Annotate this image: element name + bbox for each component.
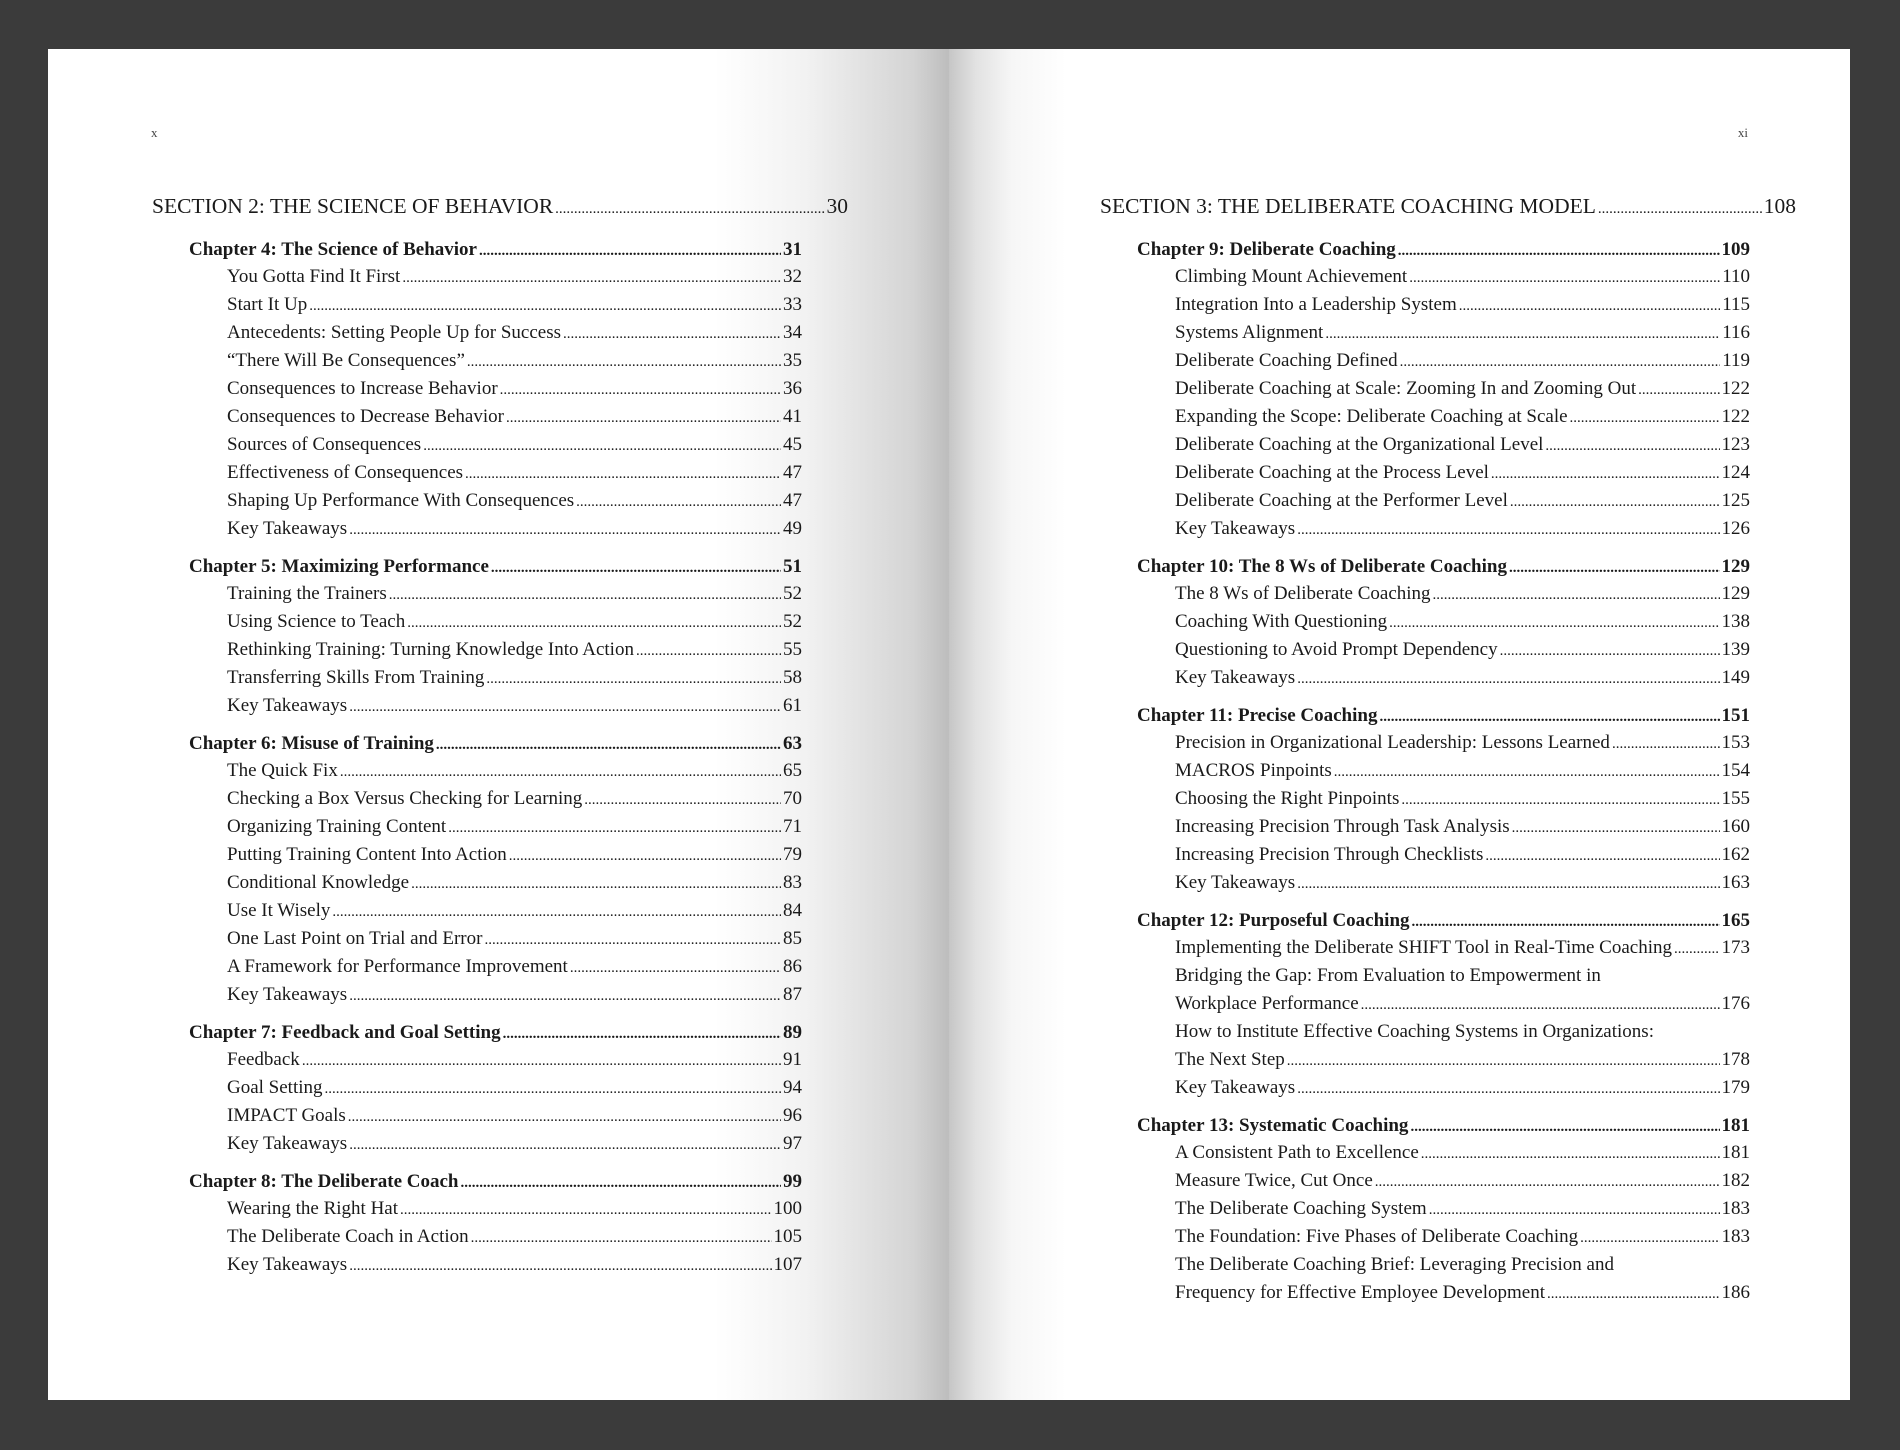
- dot-leader: [1612, 730, 1720, 758]
- subsection-entry: [227, 1223, 802, 1251]
- subsection-entry-page-number: 107: [773, 1254, 802, 1275]
- dot-leader: [467, 348, 781, 376]
- dot-leader: [471, 1224, 772, 1252]
- dot-leader: [1297, 1075, 1719, 1103]
- subsection-entry: [227, 403, 802, 431]
- subsection-entry-page-number: 129: [1721, 583, 1750, 604]
- section-heading-title: SECTION 2: THE SCIENCE OF BEHAVIOR: [152, 194, 554, 218]
- subsection-entry: [227, 813, 802, 841]
- subsection-entry: [227, 263, 802, 291]
- subsection-entry: [1175, 1195, 1750, 1223]
- subsection-entry-page-number: 86: [783, 956, 802, 977]
- dot-leader: [461, 1170, 782, 1197]
- subsection-entry-page-number: 163: [1721, 872, 1750, 893]
- subsection-entry-continuation-page-number: 178: [1721, 1049, 1750, 1070]
- dot-leader: [411, 870, 781, 898]
- chapter-entry-title: Chapter 12: Purposeful Coaching: [1137, 910, 1410, 931]
- dot-leader: [1638, 376, 1719, 404]
- subsection-entry-title: Key Takeaways: [227, 695, 348, 716]
- subsection-entry: [227, 692, 802, 720]
- subsection-entry: [1175, 934, 1750, 962]
- subsection-entry-title: The Deliberate Coach in Action: [227, 1226, 469, 1247]
- subsection-entry-page-number: 97: [783, 1133, 802, 1154]
- subsection-entry-page-number: 138: [1721, 611, 1750, 632]
- subsection-entry: [1175, 319, 1750, 347]
- subsection-entry: [227, 1074, 802, 1102]
- chapter-entry-page-number: 99: [783, 1171, 802, 1192]
- dot-leader: [1545, 432, 1719, 460]
- subsection-entry: [227, 981, 802, 1009]
- subsection-entry: [227, 869, 802, 897]
- subsection-entry-title: Measure Twice, Cut Once: [1175, 1170, 1373, 1191]
- subsection-entry: [1175, 664, 1750, 692]
- subsection-entry-page-number: 160: [1721, 816, 1750, 837]
- dot-leader: [349, 982, 781, 1010]
- subsection-entry: [1175, 515, 1750, 543]
- subsection-entry-page-number: 139: [1721, 639, 1750, 660]
- dot-leader: [402, 264, 781, 292]
- dot-leader: [448, 814, 781, 842]
- dot-leader: [349, 693, 781, 721]
- dot-leader: [1400, 348, 1721, 376]
- dot-leader: [1598, 195, 1762, 223]
- chapter-entry-page-number: 89: [783, 1022, 802, 1043]
- subsection-entry-continuation: [1175, 990, 1750, 1018]
- subsection-entry-title: A Consistent Path to Excellence: [1175, 1142, 1419, 1163]
- subsection-entry-page-number: 179: [1721, 1077, 1750, 1098]
- subsection-entry-title: Deliberate Coaching at the Performer Level: [1175, 490, 1508, 511]
- chapter-entry-title: Chapter 10: The 8 Ws of Deliberate Coaching: [1137, 556, 1507, 577]
- subsection-entry-title: Implementing the Deliberate SHIFT Tool in Real-Time Coaching: [1175, 937, 1672, 958]
- subsection-entry: [1175, 263, 1750, 291]
- subsection-entry-page-number: 47: [783, 490, 802, 511]
- subsection-entry: [227, 1046, 802, 1074]
- subsection-entry-title: Deliberate Coaching at the Organizational Level: [1175, 434, 1544, 455]
- subsection-entry-page-number: 124: [1721, 462, 1750, 483]
- dot-leader: [584, 786, 781, 814]
- chapter-entry-page-number: 109: [1721, 239, 1750, 260]
- subsection-entry: [227, 459, 802, 487]
- subsection-entry-title: Effectiveness of Consequences: [227, 462, 464, 483]
- book-spread: [48, 49, 1850, 1400]
- subsection-entry: [227, 431, 802, 459]
- subsection-entry-page-number: 61: [783, 695, 802, 716]
- subsection-entry-title: Increasing Precision Through Checklists: [1175, 844, 1484, 865]
- subsection-entry: [1175, 487, 1750, 515]
- subsection-entry-continuation-page-number: 176: [1721, 993, 1750, 1014]
- dot-leader: [1401, 786, 1719, 814]
- subsection-entry: [1175, 580, 1750, 608]
- subsection-entry-title: Deliberate Coaching at the Process Level: [1175, 462, 1489, 483]
- subsection-entry-title: The Foundation: Five Phases of Deliberate Coaching: [1175, 1226, 1579, 1247]
- dot-leader: [1410, 1114, 1719, 1141]
- subsection-entry: [1175, 1167, 1750, 1195]
- subsection-entry: [227, 347, 802, 375]
- subsection-entry-continuation-page-number: 186: [1721, 1282, 1750, 1303]
- subsection-entry-title: Antecedents: Setting People Up for Success: [227, 322, 562, 343]
- subsection-entry: [1175, 403, 1750, 431]
- dot-leader: [1297, 516, 1719, 544]
- subsection-entry-page-number: 91: [783, 1049, 802, 1070]
- subsection-entry-title: Key Takeaways: [1175, 667, 1296, 688]
- dot-leader: [1361, 991, 1720, 1019]
- subsection-entry-title: Key Takeaways: [227, 984, 348, 1005]
- subsection-entry-title: Goal Setting: [227, 1077, 323, 1098]
- subsection-entry-title: Systems Alignment: [1175, 322, 1324, 343]
- subsection-entry: [227, 1130, 802, 1158]
- dot-leader: [500, 376, 781, 404]
- subsection-entry: [1175, 431, 1750, 459]
- table-of-contents: [1100, 192, 1796, 1307]
- subsection-entry-title: Consequences to Decrease Behavior: [227, 406, 504, 427]
- chapter-entry: [1137, 553, 1750, 580]
- dot-leader: [1297, 665, 1719, 693]
- subsection-entry-title: Rethinking Training: Turning Knowledge Into Action: [227, 639, 634, 660]
- dot-leader: [506, 404, 781, 432]
- chapter-entry-title: Chapter 5: Maximizing Performance: [189, 556, 489, 577]
- subsection-entry-title: Questioning to Avoid Prompt Dependency: [1175, 639, 1498, 660]
- subsection-entry: [227, 664, 802, 692]
- subsection-entry-title: Deliberate Coaching at Scale: Zooming In and Zooming Out: [1175, 378, 1637, 399]
- dot-leader: [1297, 870, 1719, 898]
- chapter-entry-title: Chapter 7: Feedback and Goal Setting: [189, 1022, 501, 1043]
- dot-leader: [1421, 1140, 1720, 1168]
- dot-leader: [309, 292, 781, 320]
- chapter-entry-title: Chapter 8: The Deliberate Coach: [189, 1171, 459, 1192]
- section-heading-page-number: 30: [826, 194, 848, 218]
- subsection-entry-continuation-title: Frequency for Effective Employee Development: [1175, 1282, 1546, 1303]
- dot-leader: [349, 1131, 781, 1159]
- subsection-entry: [1175, 608, 1750, 636]
- dot-leader: [348, 1103, 781, 1131]
- dot-leader: [340, 758, 781, 786]
- subsection-entry-title: Integration Into a Leadership System: [1175, 294, 1457, 315]
- dot-leader: [1491, 460, 1720, 488]
- subsection-entry-page-number: 149: [1721, 667, 1750, 688]
- subsection-entry-title: Climbing Mount Achievement: [1175, 266, 1408, 287]
- subsection-entry-title: Transferring Skills From Training: [227, 667, 485, 688]
- subsection-entry: [227, 487, 802, 515]
- subsection-entry-page-number: 119: [1722, 350, 1750, 371]
- dot-leader: [509, 842, 781, 870]
- chapter-entry: [189, 1168, 802, 1195]
- chapter-entry: [1137, 236, 1750, 263]
- dot-leader: [1389, 609, 1719, 637]
- section-heading-page-number: 108: [1763, 194, 1796, 218]
- dot-leader: [1398, 238, 1720, 265]
- subsection-entry-page-number: 33: [783, 294, 802, 315]
- dot-leader: [479, 238, 781, 265]
- subsection-entry: [1175, 1223, 1750, 1251]
- subsection-entry-page-number: 100: [773, 1198, 802, 1219]
- chapter-entry: [189, 553, 802, 580]
- subsection-entry-page-number: 55: [783, 639, 802, 660]
- subsection-entry-title: Feedback: [227, 1049, 300, 1070]
- subsection-entry-title: Key Takeaways: [1175, 518, 1296, 539]
- chapter-entry-page-number: 151: [1721, 705, 1750, 726]
- subsection-entry-title: Deliberate Coaching Defined: [1175, 350, 1398, 371]
- dot-leader: [407, 609, 781, 637]
- dot-leader: [1512, 814, 1720, 842]
- subsection-entry: [1175, 729, 1750, 757]
- dot-leader: [1429, 1196, 1720, 1224]
- subsection-entry-continuation: [1175, 1279, 1750, 1307]
- subsection-entry-page-number: 115: [1722, 294, 1750, 315]
- subsection-entry-title: IMPACT Goals: [227, 1105, 346, 1126]
- subsection-entry: [1175, 291, 1750, 319]
- subsection-entry-page-number: 34: [783, 322, 802, 343]
- subsection-entry-title: Precision in Organizational Leadership: Lessons Learned: [1175, 732, 1610, 753]
- chapter-entry: [189, 730, 802, 757]
- subsection-entry-title: Increasing Precision Through Task Analysis: [1175, 816, 1510, 837]
- subsection-entry-page-number: 155: [1721, 788, 1750, 809]
- dot-leader: [503, 1021, 781, 1048]
- dot-leader: [486, 665, 781, 693]
- dot-leader: [400, 1196, 771, 1224]
- dot-leader: [332, 898, 781, 926]
- subsection-entry-page-number: 153: [1721, 732, 1750, 753]
- subsection-entry-title: Use It Wisely: [227, 900, 331, 921]
- subsection-entry: [227, 925, 802, 953]
- subsection-entry: [1175, 757, 1750, 785]
- subsection-entry-page-number: 94: [783, 1077, 802, 1098]
- subsection-entry-title: Coaching With Questioning: [1175, 611, 1388, 632]
- chapter-entry-title: Chapter 6: Misuse of Training: [189, 733, 434, 754]
- subsection-entry-page-number: 96: [783, 1105, 802, 1126]
- subsection-entry-page-number: 36: [783, 378, 802, 399]
- dot-leader: [1509, 555, 1720, 582]
- dot-leader: [570, 954, 781, 982]
- subsection-entry-title: How to Institute Effective Coaching Systems in Organizations:: [1175, 1021, 1654, 1042]
- subsection-entry-title: The Quick Fix: [227, 760, 338, 781]
- subsection-entry: [227, 757, 802, 785]
- subsection-entry-page-number: 85: [783, 928, 802, 949]
- chapter-entry-title: Chapter 9: Deliberate Coaching: [1137, 239, 1396, 260]
- subsection-entry-title: MACROS Pinpoints: [1175, 760, 1332, 781]
- subsection-entry: [1175, 813, 1750, 841]
- subsection-entry-page-number: 110: [1722, 266, 1750, 287]
- subsection-entry-title: A Framework for Performance Improvement: [227, 956, 568, 977]
- subsection-entry: [227, 1195, 802, 1223]
- chapter-entry-page-number: 31: [783, 239, 802, 260]
- subsection-entry: [227, 953, 802, 981]
- subsection-entry-page-number: 162: [1721, 844, 1750, 865]
- subsection-entry: [1175, 785, 1750, 813]
- subsection-entry-title: Choosing the Right Pinpoints: [1175, 788, 1400, 809]
- subsection-entry-title: Checking a Box Versus Checking for Learning: [227, 788, 583, 809]
- subsection-entry-title: You Gotta Find It First: [227, 266, 401, 287]
- dot-leader: [1334, 758, 1720, 786]
- subsection-entry-title: Key Takeaways: [227, 518, 348, 539]
- dot-leader: [1433, 581, 1720, 609]
- chapter-entry: [189, 236, 802, 263]
- subsection-entry: [227, 608, 802, 636]
- left-page: [48, 49, 949, 1400]
- subsection-entry-title: Conditional Knowledge: [227, 872, 410, 893]
- dot-leader: [1375, 1168, 1720, 1196]
- subsection-entry-page-number: 79: [783, 844, 802, 865]
- subsection-entry-page-number: 116: [1722, 322, 1750, 343]
- subsection-entry-title: “There Will Be Consequences”: [227, 350, 465, 371]
- dot-leader: [389, 581, 781, 609]
- subsection-entry: [1175, 869, 1750, 897]
- dot-leader: [302, 1047, 781, 1075]
- chapter-entry-page-number: 63: [783, 733, 802, 754]
- right-page: [949, 49, 1850, 1400]
- subsection-entry-page-number: 65: [783, 760, 802, 781]
- subsection-entry-page-number: 154: [1721, 760, 1750, 781]
- subsection-entry-page-number: 87: [783, 984, 802, 1005]
- subsection-entry: [227, 841, 802, 869]
- subsection-entry-page-number: 52: [783, 611, 802, 632]
- subsection-entry: [1175, 375, 1750, 403]
- subsection-entry-page-number: 122: [1721, 378, 1750, 399]
- dot-leader: [423, 432, 781, 460]
- section-heading: [1100, 192, 1796, 220]
- chapter-entry-page-number: 51: [783, 556, 802, 577]
- subsection-entry: [227, 636, 802, 664]
- subsection-entry-page-number: 83: [783, 872, 802, 893]
- subsection-entry-title: Sources of Consequences: [227, 434, 422, 455]
- subsection-entry: [227, 785, 802, 813]
- subsection-entry-page-number: 84: [783, 900, 802, 921]
- dot-leader: [1485, 842, 1719, 870]
- dot-leader: [491, 555, 781, 582]
- subsection-entry-title: Bridging the Gap: From Evaluation to Empowerment in: [1175, 965, 1601, 986]
- subsection-entry-title: One Last Point on Trial and Error: [227, 928, 483, 949]
- subsection-entry: [1175, 841, 1750, 869]
- subsection-entry-page-number: 182: [1721, 1170, 1750, 1191]
- dot-leader: [576, 488, 781, 516]
- subsection-entry: [227, 291, 802, 319]
- subsection-entry-page-number: 32: [783, 266, 802, 287]
- dot-leader: [1500, 637, 1720, 665]
- dot-leader: [349, 516, 781, 544]
- page-folio: xi: [1737, 125, 1748, 140]
- dot-leader: [349, 1252, 771, 1280]
- subsection-entry-title: Start It Up: [227, 294, 308, 315]
- subsection-entry: [227, 515, 802, 543]
- dot-leader: [436, 732, 781, 759]
- subsection-entry: [1175, 1139, 1750, 1167]
- subsection-entry-title: Consequences to Increase Behavior: [227, 378, 498, 399]
- subsection-entry-page-number: 52: [783, 583, 802, 604]
- subsection-entry-page-number: 35: [783, 350, 802, 371]
- subsection-entry-page-number: 105: [773, 1226, 802, 1247]
- subsection-entry-title: Training the Trainers: [227, 583, 387, 604]
- subsection-entry-title: The Deliberate Coaching System: [1175, 1198, 1427, 1219]
- chapter-entry-page-number: 129: [1721, 556, 1750, 577]
- dot-leader: [484, 926, 781, 954]
- subsection-entry: [227, 375, 802, 403]
- subsection-entry-continuation-title: The Next Step: [1175, 1049, 1285, 1070]
- subsection-entry-page-number: 41: [783, 406, 802, 427]
- dot-leader: [636, 637, 781, 665]
- subsection-entry-title: Key Takeaways: [227, 1254, 348, 1275]
- chapter-entry: [189, 1019, 802, 1046]
- page-folio: x: [151, 125, 158, 140]
- subsection-entry: [227, 1102, 802, 1130]
- chapter-entry-title: Chapter 11: Precise Coaching: [1137, 705, 1378, 726]
- dot-leader: [1409, 264, 1720, 292]
- subsection-entry-title: Putting Training Content Into Action: [227, 844, 507, 865]
- subsection-entry-page-number: 173: [1721, 937, 1750, 958]
- dot-leader: [1570, 404, 1720, 432]
- chapter-entry-page-number: 181: [1721, 1115, 1750, 1136]
- subsection-entry-continuation: [1175, 1046, 1750, 1074]
- subsection-entry-page-number: 45: [783, 434, 802, 455]
- chapter-entry-title: Chapter 13: Systematic Coaching: [1137, 1115, 1409, 1136]
- dot-leader: [1325, 320, 1720, 348]
- subsection-entry: [227, 580, 802, 608]
- dot-leader: [1459, 292, 1720, 320]
- subsection-entry-continuation-title: Workplace Performance: [1175, 993, 1359, 1014]
- subsection-entry: [1175, 459, 1750, 487]
- subsection-entry-title: Wearing the Right Hat: [227, 1198, 399, 1219]
- subsection-entry-page-number: 71: [783, 816, 802, 837]
- subsection-entry-page-number: 58: [783, 667, 802, 688]
- chapter-entry: [1137, 702, 1750, 729]
- subsection-entry-page-number: 181: [1721, 1142, 1750, 1163]
- section-heading-title: SECTION 3: THE DELIBERATE COACHING MODEL: [1100, 194, 1596, 218]
- chapter-entry: [1137, 907, 1750, 934]
- subsection-entry: [227, 319, 802, 347]
- subsection-entry-title: Key Takeaways: [227, 1133, 348, 1154]
- subsection-entry-title: The 8 Ws of Deliberate Coaching: [1175, 583, 1431, 604]
- dot-leader: [1412, 909, 1720, 936]
- subsection-entry-page-number: 122: [1721, 406, 1750, 427]
- dot-leader: [325, 1075, 781, 1103]
- dot-leader: [1287, 1047, 1720, 1075]
- subsection-entry-title: Using Science to Teach: [227, 611, 406, 632]
- subsection-entry: [1175, 636, 1750, 664]
- dot-leader: [465, 460, 781, 488]
- dot-leader: [1379, 704, 1719, 731]
- subsection-entry: [1175, 347, 1750, 375]
- subsection-entry-page-number: 70: [783, 788, 802, 809]
- subsection-entry: [227, 897, 802, 925]
- subsection-entry-page-number: 47: [783, 462, 802, 483]
- subsection-entry-page-number: 183: [1721, 1226, 1750, 1247]
- subsection-entry-title: Key Takeaways: [1175, 872, 1296, 893]
- dot-leader: [1510, 488, 1720, 516]
- dot-leader: [1674, 935, 1720, 963]
- dot-leader: [555, 195, 824, 223]
- subsection-entry-page-number: 49: [783, 518, 802, 539]
- subsection-entry-title: Organizing Training Content: [227, 816, 447, 837]
- subsection-entry: [227, 1251, 802, 1279]
- chapter-entry: [1137, 1112, 1750, 1139]
- subsection-entry-title: Key Takeaways: [1175, 1077, 1296, 1098]
- table-of-contents: [152, 192, 848, 1279]
- dot-leader: [1580, 1224, 1719, 1252]
- subsection-entry-page-number: 183: [1721, 1198, 1750, 1219]
- subsection-entry-title: The Deliberate Coaching Brief: Leveraging Precision and: [1175, 1254, 1614, 1275]
- chapter-entry-page-number: 165: [1721, 910, 1750, 931]
- subsection-entry-title: Shaping Up Performance With Consequences: [227, 490, 575, 511]
- section-heading: [152, 192, 848, 220]
- dot-leader: [1547, 1280, 1719, 1308]
- subsection-entry-page-number: 125: [1721, 490, 1750, 511]
- subsection-entry-page-number: 126: [1721, 518, 1750, 539]
- subsection-entry: [1175, 1074, 1750, 1102]
- subsection-entry-title: Expanding the Scope: Deliberate Coaching at Scale: [1175, 406, 1568, 427]
- chapter-entry-title: Chapter 4: The Science of Behavior: [189, 239, 477, 260]
- subsection-entry-page-number: 123: [1721, 434, 1750, 455]
- dot-leader: [563, 320, 781, 348]
